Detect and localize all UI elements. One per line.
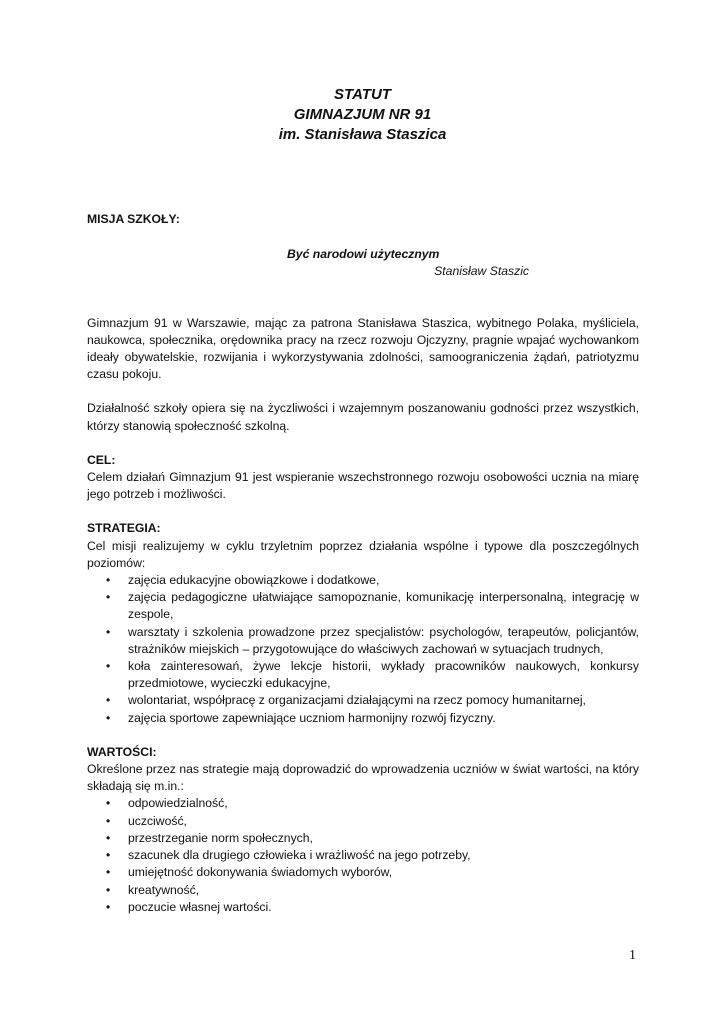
title-line-school: GIMNAZJUM NR 91	[293, 106, 432, 123]
list-item: • zajęcia sportowe zapewniające uczniom harmonijny rozwój fizyczny.	[128, 710, 639, 727]
motto-block	[87, 246, 639, 280]
values-list	[87, 795, 639, 915]
strategy-list	[87, 572, 639, 727]
motto-quote: Być narodowi użytecznym	[287, 247, 440, 262]
mission-heading: MISJA SZKOŁY:	[87, 212, 180, 226]
list-item: • uczciwość,	[128, 813, 639, 830]
list-item: • warsztaty i szkolenia prowadzone przez specjalistów: psychologów, terapeutów, policjantów, strażników miejskich – przygotowujące do właściwych zachowań w sytuacjach trudnych,	[106, 624, 639, 656]
bullet-icon: •	[106, 659, 111, 674]
bullet-icon: •	[106, 693, 111, 708]
mission-paragraph: Gimnazjum 91 w Warszawie, mając za patrona Stanisława Staszica, wybitnego Polaka, myśliciela, naukowca, społecznika, orędownika pracy na rzecz rozwoju Ojczyzny, pragnie wpajać wychowankom ideały obywatelskie, rozwijania i wykorzystywania zdolności, samoograniczenia żądań, patriotyzmu czasu pokoju.	[87, 315, 639, 382]
page-number: 1	[629, 948, 636, 963]
goal-paragraph: Celem działań Gimnazjum 91 jest wspieranie wszechstronnego rozwoju osobowości ucznia na miarę jego potrzeb i możliwości.	[87, 470, 639, 502]
bullet-icon: •	[106, 830, 111, 845]
list-item: • szacunek dla drugiego człowieka i wrażliwość na jego potrzeby,	[128, 847, 639, 864]
document-title	[0, 85, 725, 145]
title-line-patron: im. Stanisława Staszica	[278, 126, 447, 143]
bullet-icon: •	[106, 590, 111, 605]
strategy-intro: Cel misji realizujemy w cyklu trzyletnim poprzez działania wspólne i typowe dla poszczególnych poziomów:	[87, 538, 639, 570]
bullet-icon: •	[106, 796, 111, 811]
bullet-icon: •	[106, 899, 111, 914]
list-item: • wolontariat, współpracę z organizacjami działającymi na rzecz pomocy humanitarnej,	[128, 692, 639, 709]
list-item: • przestrzeganie norm społecznych,	[128, 830, 639, 847]
list-item: • umiejętność dokonywania świadomych wyborów,	[128, 864, 639, 881]
community-paragraph: Działalność szkoły opiera się na życzliwości i wzajemnym poszanowaniu godności przez wszystkich, którzy stanowią społeczność szkolną.	[87, 401, 639, 433]
document-body	[87, 211, 639, 916]
bullet-icon: •	[106, 624, 111, 639]
bullet-icon: •	[106, 813, 111, 828]
bullet-icon: •	[106, 882, 111, 897]
bullet-icon: •	[106, 865, 111, 880]
list-item: • zajęcia pedagogiczne ułatwiające samopoznanie, komunikację interpersonalną, integrację w zespole,	[106, 590, 639, 622]
values-heading: WARTOŚCI:	[87, 744, 157, 759]
values-intro: Określone przez nas strategie mają doprowadzić do wprowadzenia uczniów w świat wartości, na który składają się m.in.:	[87, 762, 639, 794]
list-item: • kreatywność,	[128, 882, 639, 899]
list-item: • koła zainteresowań, żywe lekcje historii, wykłady pracowników naukowych, konkursy przedmiotowe, wycieczki edukacyjne,	[106, 659, 639, 691]
bullet-icon: •	[106, 573, 111, 588]
motto-author: Stanisław Staszic	[434, 264, 529, 279]
list-item: • odpowiedzialność,	[128, 795, 639, 812]
list-item: • poczucie własnej wartości.	[128, 899, 639, 916]
bullet-icon: •	[106, 848, 111, 863]
list-item: • zajęcia edukacyjne obowiązkowe i dodatkowe,	[128, 572, 639, 589]
goal-heading: CEL:	[87, 452, 116, 467]
bullet-icon: •	[106, 710, 111, 725]
strategy-heading: STRATEGIA:	[87, 521, 161, 536]
title-line-statut: STATUT	[334, 86, 391, 103]
